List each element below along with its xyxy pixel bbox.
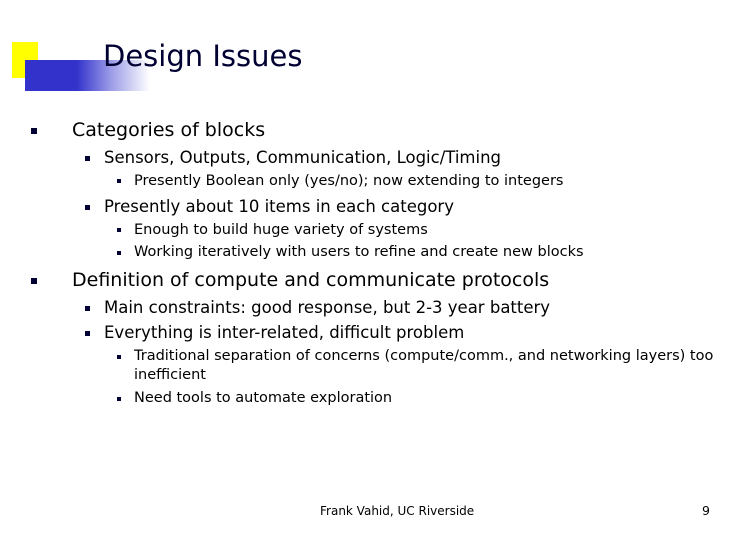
title-decoration-blue-bar: [25, 60, 77, 91]
bullet-l2-main-constraints: Main constraints: good response, but 2-3 year battery: [104, 298, 551, 317]
bullet-l2-about-10-items: Presently about 10 items in each category: [104, 197, 454, 216]
bullet-icon: [117, 251, 121, 255]
bullet-icon: [117, 228, 121, 232]
bullet-icon: [31, 128, 37, 134]
bullet-icon: [85, 331, 90, 336]
bullet-icon: [31, 278, 37, 284]
bullet-l1-protocols: Definition of compute and communicate protocols: [72, 269, 550, 291]
bullet-icon: [117, 397, 121, 401]
bullet-l2-sensors-outputs: Sensors, Outputs, Communication, Logic/Timing: [104, 148, 502, 167]
bullet-icon: [85, 156, 90, 161]
bullet-l3-traditional-separation-continued: inefficient: [134, 367, 206, 383]
bullet-l1-categories: Categories of blocks: [72, 119, 266, 141]
bullet-l3-need-tools: Need tools to automate exploration: [134, 390, 393, 406]
bullet-icon: [85, 205, 90, 210]
bullet-l3-working-iteratively: Working iteratively with users to refine and create new blocks: [134, 244, 584, 260]
bullet-icon: [117, 355, 121, 359]
slide-title: Design Issues: [103, 39, 303, 73]
bullet-l3-traditional-separation: Traditional separation of concerns (compute/comm., and networking layers) too: [134, 348, 714, 364]
slide-number: 9: [702, 503, 710, 518]
bullet-l2-inter-related: Everything is inter-related, difficult problem: [104, 323, 465, 342]
bullet-icon: [85, 306, 90, 311]
bullet-l3-huge-variety: Enough to build huge variety of systems: [134, 222, 428, 238]
footer-text: Frank Vahid, UC Riverside: [320, 504, 475, 518]
bullet-l3-boolean-only: Presently Boolean only (yes/no); now extending to integers: [134, 173, 564, 189]
bullet-icon: [117, 179, 121, 183]
